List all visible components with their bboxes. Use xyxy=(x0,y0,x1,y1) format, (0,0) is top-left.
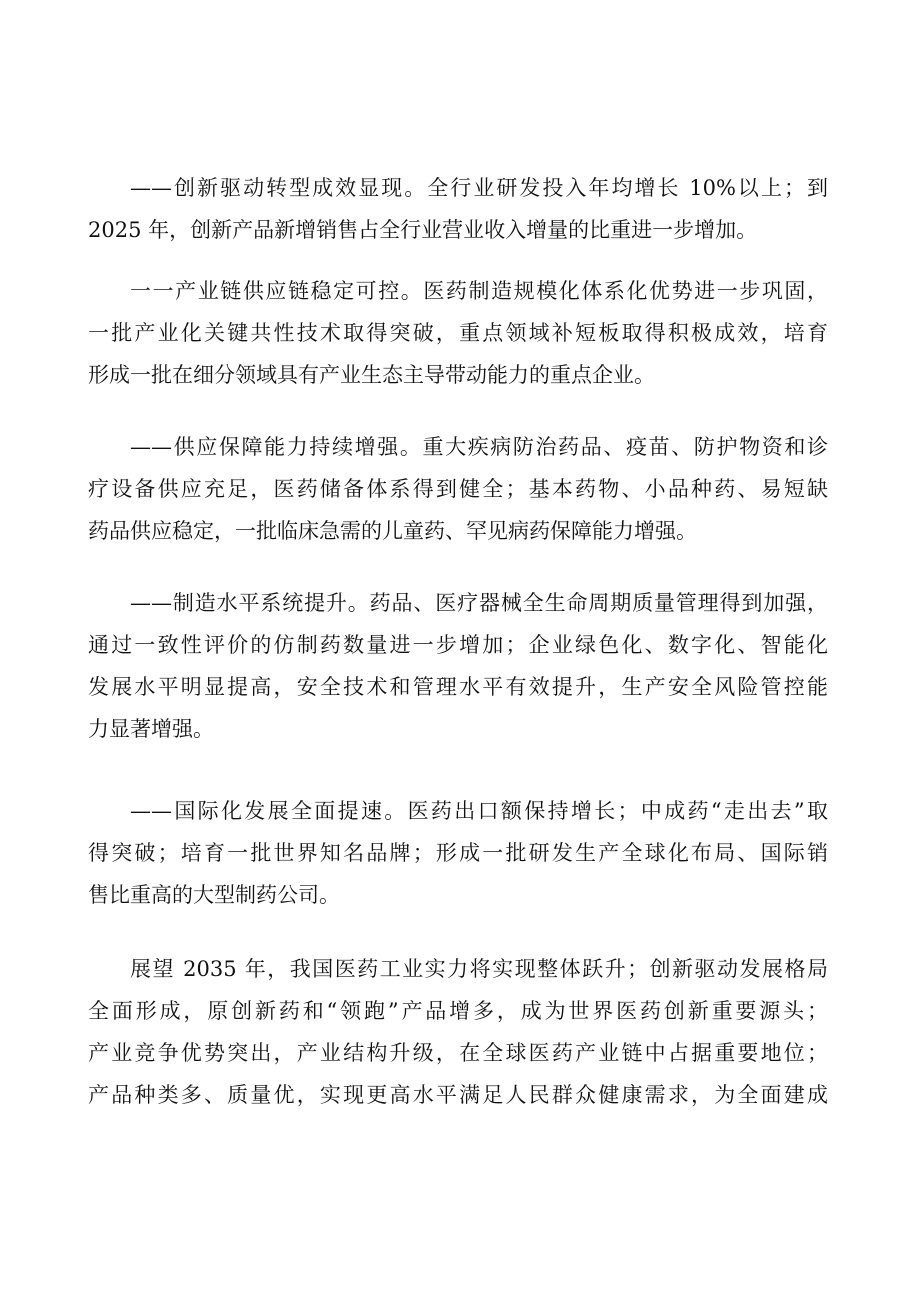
text-line: 一批产业化关键共性技术取得突破，重点领域补短板取得积极成效，培育 xyxy=(88,321,828,345)
paragraph-innovation xyxy=(88,167,828,251)
text-line: 一一产业链供应链稳定可控。医药制造规模化体系化优势进一步巩固， xyxy=(130,279,828,303)
text-line: 通过一致性评价的仿制药数量进一步增加；企业绿色化、数字化、智能化 xyxy=(88,633,828,657)
text-line: ——制造水平系统提升。药品、医疗器械全生命周期质量管理得到加强， xyxy=(130,591,828,615)
text-line: ——创新驱动转型成效显现。全行业研发投入年均增长 10%以上；到 xyxy=(130,176,828,200)
text-line: ——国际化发展全面提速。医药出口额保持增长；中成药“走出去”取 xyxy=(130,799,828,823)
text-line: 得突破；培育一批世界知名品牌；形成一批研发生产全球化布局、国际销 xyxy=(88,841,828,865)
paragraph-manufacturing xyxy=(88,582,828,750)
paragraph-internationalization xyxy=(88,790,828,916)
text-line: 形成一批在细分领域具有产业生态主导带动能力的重点企业。 xyxy=(88,363,655,387)
paragraph-supply-guarantee xyxy=(88,426,828,552)
paragraph-supply-chain xyxy=(88,270,828,396)
text-line: 力显著增强。 xyxy=(88,717,214,741)
text-line: 产业竞争优势突出，产业结构升级，在全球医药产业链中占据重要地位； xyxy=(88,1041,828,1065)
text-line: 全面形成，原创新药和“领跑”产品增多，成为世界医药创新重要源头； xyxy=(88,999,828,1023)
text-line: 药品供应稳定，一批临床急需的儿童药、罕见病药保障能力增强。 xyxy=(88,519,697,543)
text-line: 展望 2035 年，我国医药工业实力将实现整体跃升；创新驱动发展格局 xyxy=(130,957,828,981)
paragraph-outlook-2035 xyxy=(88,948,828,1116)
text-line: 产品种类多、质量优，实现更高水平满足人民群众健康需求，为全面建成 xyxy=(88,1083,828,1107)
text-line: ——供应保障能力持续增强。重大疾病防治药品、疫苗、防护物资和诊 xyxy=(130,435,828,459)
text-line: 疗设备供应充足，医药储备体系得到健全；基本药物、小品种药、易短缺 xyxy=(88,477,828,501)
text-line: 售比重高的大型制药公司。 xyxy=(88,883,340,907)
text-line: 2025 年，创新产品新增销售占全行业营业收入增量的比重进一步增加。 xyxy=(88,218,758,242)
text-line: 发展水平明显提高，安全技术和管理水平有效提升，生产安全风险管控能 xyxy=(88,675,828,699)
